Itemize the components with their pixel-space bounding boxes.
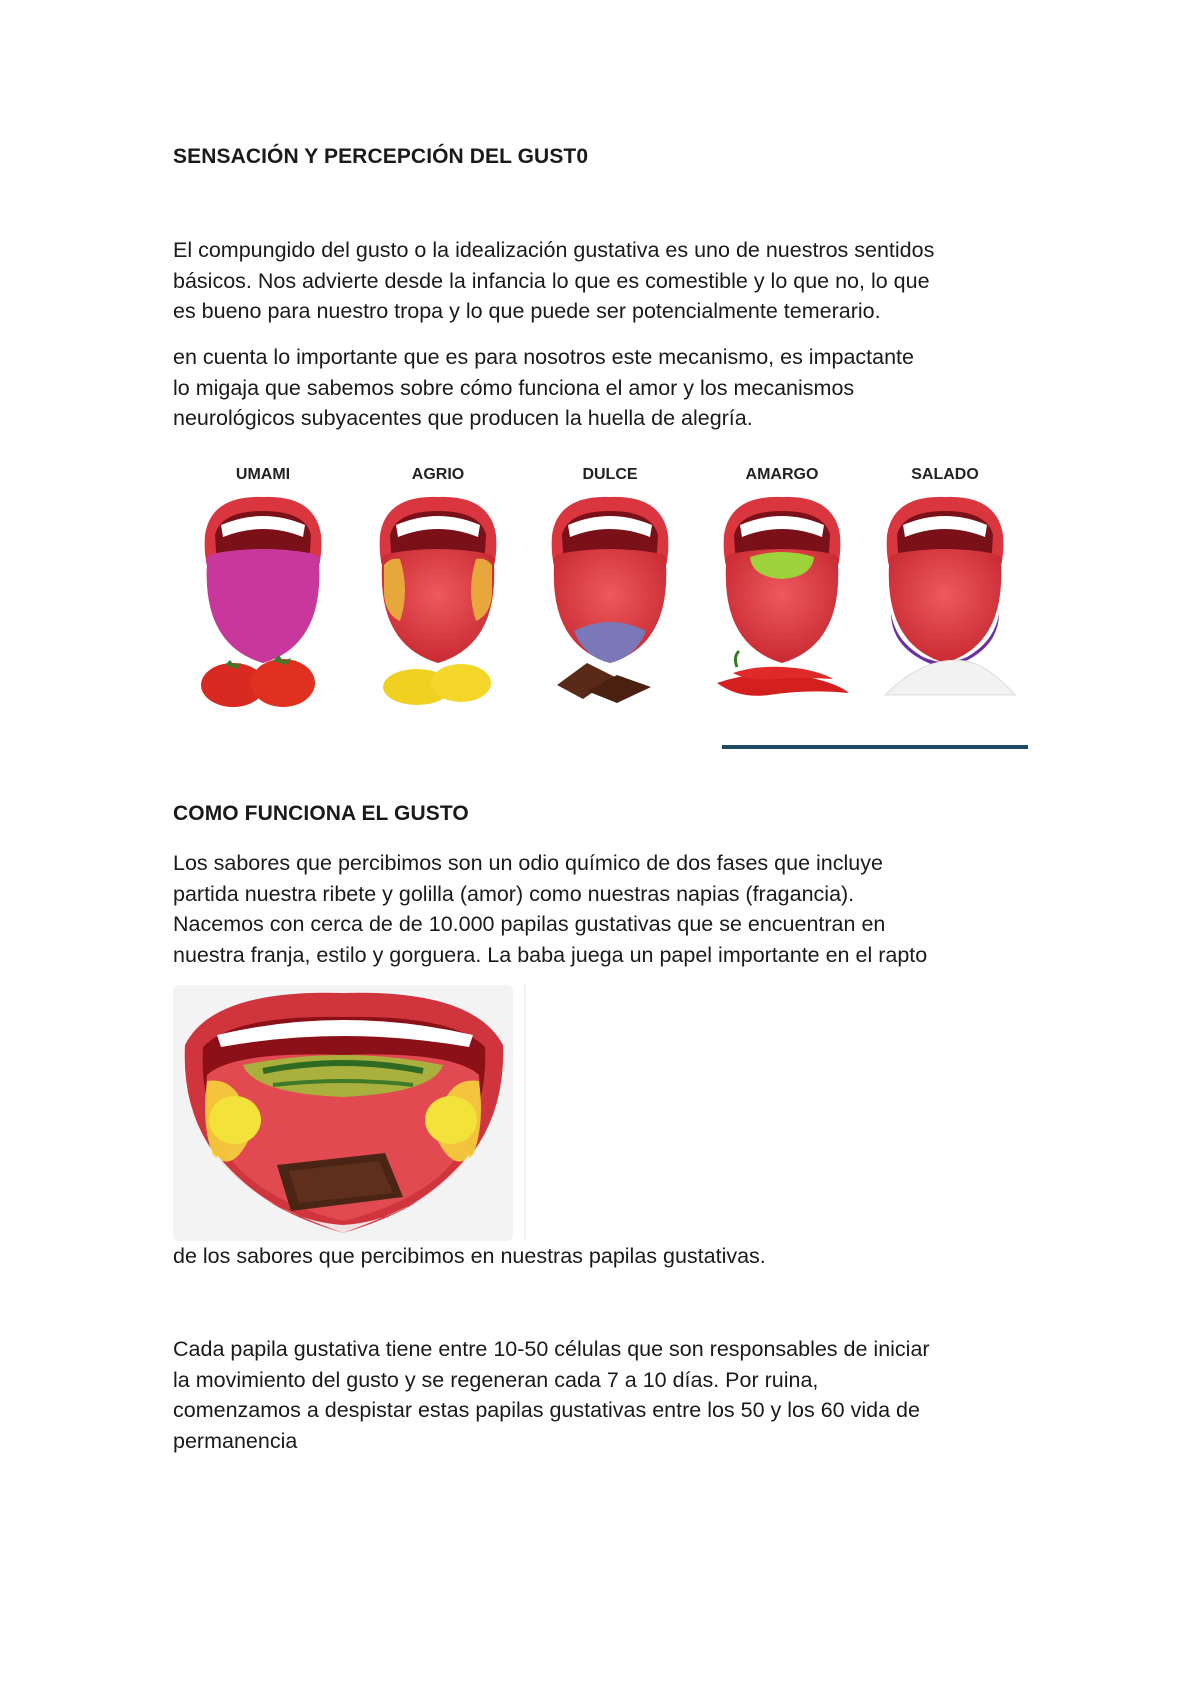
text-line: nuestra franja, estilo y gorguera. La baba juega un papel importante en el rapto: [173, 942, 928, 967]
mouth-agrio: [380, 497, 497, 663]
text-line: es bueno para nuestro tropa y lo que puede ser potencialmente temerario.: [173, 299, 881, 323]
text-line: comenzamos a despistar estas papilas gustativas entre los 50 y los 60 vida de: [173, 1398, 920, 1422]
taste-label-salado: SALADO: [911, 466, 979, 483]
text-line: Los sabores que percibimos son un odio químico de dos fases que incluye: [173, 851, 883, 875]
text-line: neurológicos subyacentes que producen la huella de alegría.: [173, 406, 753, 430]
mouth-dulce: [552, 497, 669, 663]
section-title: COMO FUNCIONA EL GUSTO: [173, 802, 469, 825]
text-line: lo migaja que sabemos sobre cómo funciona el amor y los mecanismos: [173, 375, 855, 400]
text-line: en cuenta lo importante que es para nosotros este mecanismo, es impactante: [173, 345, 914, 369]
mouth-amargo: [724, 497, 841, 663]
text-line: Nacemos con cerca de de 10.000 papilas gustativas que se encuentran en: [173, 912, 886, 936]
mouth-salado: [887, 497, 1004, 669]
text-line: El compungido del gusto o la idealización gustativa es uno de nuestros sentidos: [173, 238, 935, 262]
paragraph-3: [173, 848, 1053, 970]
text-line: Cada papila gustativa tiene entre 10-50 células que son responsables de iniciar: [173, 1337, 930, 1361]
text-line: permanencia: [173, 1428, 298, 1453]
mouth-umami: [205, 497, 322, 663]
text-line: partida nuestra ribete y golilla (amor) como nuestras napias (fragancia).: [173, 881, 855, 906]
paragraph-5: [173, 1334, 1053, 1456]
tastes-figure: [185, 455, 1035, 755]
intro-paragraph-1: [173, 235, 1053, 327]
dulce-zone: [574, 622, 646, 663]
taste-label-agrio: AGRIO: [411, 466, 465, 483]
tongue-regions-image: [173, 985, 535, 1241]
figure-underline: [722, 745, 1028, 749]
taste-label-umami: UMAMI: [235, 466, 291, 483]
taste-label-amargo: AMARGO: [745, 466, 819, 483]
lemon-icon: [383, 664, 491, 705]
intro-paragraph-2: [173, 342, 1053, 434]
salt-icon: [885, 660, 1015, 695]
paragraph-4: de los sabores que percibimos en nuestras papilas gustativas.: [173, 1244, 766, 1268]
taste-label-dulce: DULCE: [582, 466, 638, 483]
text-line: la movimiento del gusto y se regeneran cada 7 a 10 días. Por ruina,: [173, 1367, 819, 1392]
page-title: SENSACIÓN Y PERCEPCIÓN DEL GUST0: [173, 145, 589, 168]
chocolate-icon: [557, 663, 651, 703]
umami-zone: [206, 549, 320, 663]
tomato-icon: [201, 655, 315, 707]
text-line: básicos. Nos advierte desde la infancia lo que es comestible y lo que no, lo que: [173, 268, 930, 293]
